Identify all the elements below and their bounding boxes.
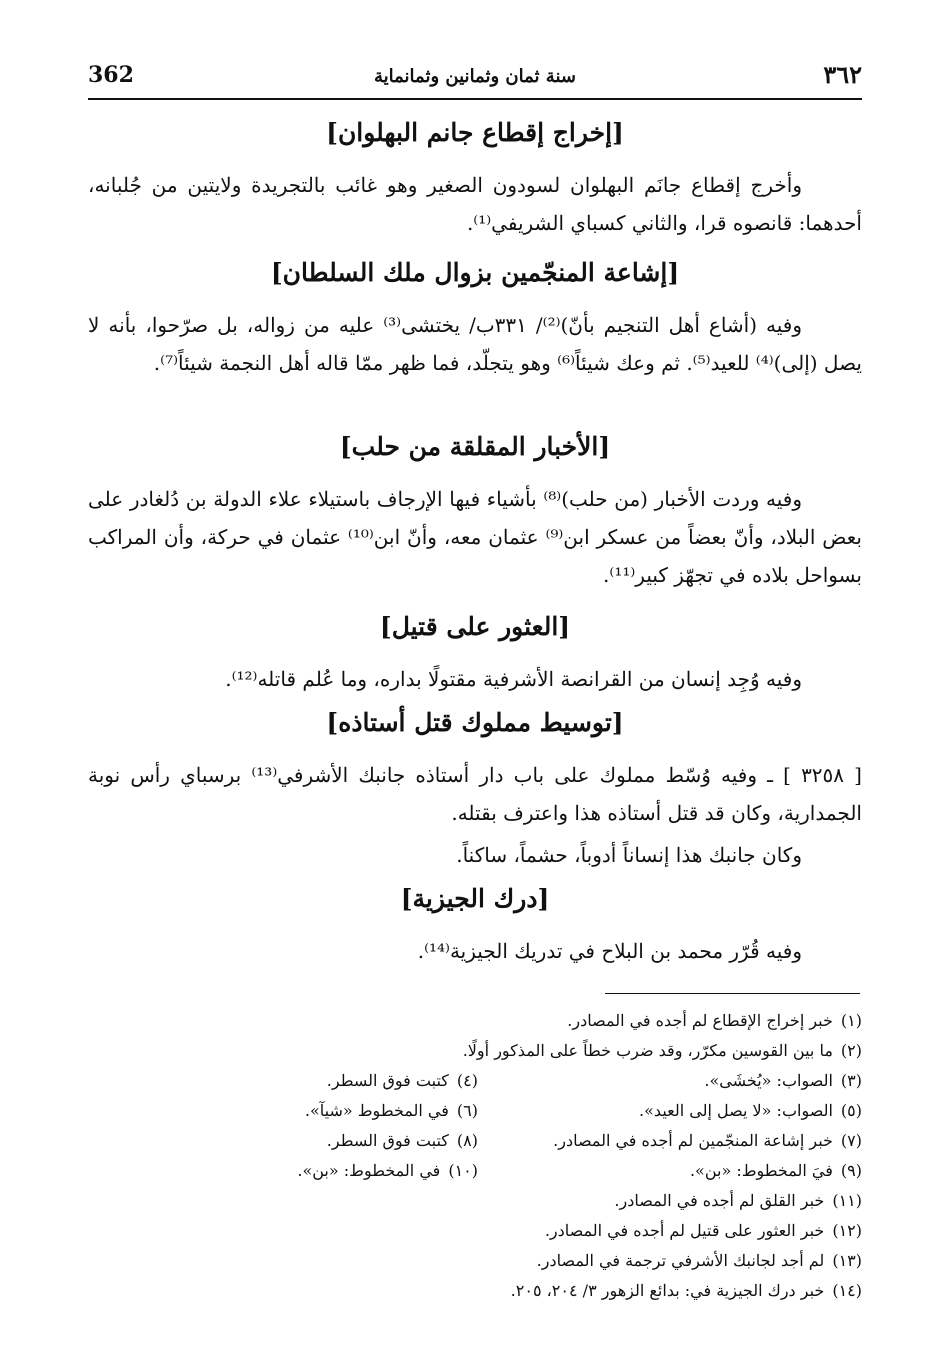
section-heading: [إخراج إقطاع جانم البهلوان]: [326, 118, 624, 147]
paragraph: وفيه وردت الأخبار (من حلب)⁽⁸⁾ بأشياء فيها الإرجاف باستيلاء علاء الدولة بن دُلغادر على بعض البلاد، وأنّ بعضاً من عسكر ابن⁽⁹⁾ عثمان معه، وأنّ ابن⁽¹⁰⁾ عثمان في حركة، وأن المراكب بسواحل بلاده في تجهّز كبير⁽¹¹⁾.: [88, 487, 862, 587]
section-heading: [درك الجيزية]: [400, 884, 550, 913]
paragraph: [ ٣٢٥٨ ] ـ وفيه وُسّط مملوك على باب دار أستاذه جانبك الأشرفي⁽¹³⁾ برسباي رأس نوبة الجمدارية، وكان قد قتل أستاذه هذا واعترف بقتله.: [88, 763, 862, 825]
footnote-number: (١٤): [832, 1281, 862, 1300]
footnote-number: (١٢): [832, 1221, 862, 1240]
section-heading: [الأخبار المقلقة من حلب]: [339, 432, 611, 461]
footnote-text: الصواب: «يُخشَى».: [704, 1071, 833, 1090]
paragraph: وفيه قُرّر محمد بن البلاح في تدريك الجيزية⁽¹⁴⁾.: [417, 939, 802, 963]
footnote: [704, 1070, 862, 1092]
footnote-text: خبر العثور على قتيل لم أجده في المصادر.: [544, 1221, 825, 1240]
paragraph: وفيه (أشاع أهل التنجيم بأنّ)⁽²⁾/ ٣٣١ب/ يختشى⁽³⁾ عليه من زواله، بل صرّحوا، بأنه لا يصل (إلى)⁽⁴⁾ للعيد⁽⁵⁾. ثم وعك شيئاً⁽⁶⁾ وهو يتجلّد، فما ظهر ممّا قاله أهل النجمة شيئاً⁽⁷⁾.: [88, 313, 862, 375]
footnote: [690, 1160, 862, 1182]
footnote: [297, 1160, 478, 1182]
paragraph: وفيه وُجِد إنسان من القرانصة الأشرفية مقتولًا بداره، وما عُلم قاتله⁽¹²⁾.: [225, 667, 802, 691]
footnote-text: في المخطوط «شيآ».: [304, 1101, 449, 1120]
footnote-text: ما بين القوسين مكرّر، وقد ضرب خطاً على المذكور أولًا.: [462, 1041, 833, 1060]
footnote: [327, 1130, 478, 1152]
footnote-text: لم أجد لجانبك الأشرفي ترجمة في المصادر.: [536, 1251, 825, 1270]
footnote-number: (٢): [840, 1041, 862, 1060]
footnote-number: (٩): [840, 1161, 862, 1180]
running-head: [88, 58, 862, 100]
footnote-text: كتبت فوق السطر.: [326, 1071, 449, 1090]
footnote-number: (٣): [840, 1071, 862, 1090]
footnote-text: خبر إخراج الإقطاع لم أجده في المصادر.: [567, 1011, 833, 1030]
footnote: [614, 1190, 862, 1212]
footnote-number: (٦): [456, 1101, 478, 1120]
footnote-text: في المخطوط: «بن».: [297, 1161, 441, 1180]
footnote: [553, 1130, 862, 1152]
footnote-number: (٥): [840, 1101, 862, 1120]
footnote-number: (١١): [832, 1191, 862, 1210]
section-heading: [توسيط مملوك قتل أستاذه]: [326, 708, 624, 737]
footnote-number: (١٣): [832, 1251, 862, 1270]
page-number-latin: 362: [88, 62, 134, 88]
section-heading: [إشاعة المنجّمين بزوال ملك السلطان]: [270, 258, 680, 287]
footnote: [567, 1010, 862, 1032]
footnote-text: الصواب: «لا يصل إلى العيد».: [639, 1101, 833, 1120]
footnote-text: فيَ المخطوط: «بن».: [689, 1161, 833, 1180]
footnote-number: (٤): [456, 1071, 478, 1090]
footnote-number: (١): [840, 1011, 862, 1030]
footnote: [511, 1280, 862, 1302]
footnote-text: خبر إشاعة المنجّمين لم أجده في المصادر.: [553, 1131, 833, 1150]
footnote-text: خبر القلق لم أجده في المصادر.: [614, 1191, 825, 1210]
running-title: سنة ثمان وثمانين وثمانماية: [374, 66, 576, 87]
footnote: [327, 1070, 478, 1092]
page-number-arabic: ٣٦٢: [823, 60, 862, 89]
footnote-separator: [605, 993, 860, 994]
paragraph: وأخرج إقطاع جانَم البهلوان لسودون الصغير وهو غائب بالتجريدة ولايتين من جُلبانه، أحدهما: قانصوه قرا، والثاني كسباي الشريفي⁽¹⁾.: [88, 173, 862, 235]
paragraph: وكان جانبك هذا إنساناً أدوباً، حشماً، ساكناً.: [456, 843, 802, 867]
footnote: [463, 1040, 862, 1062]
footnote: [537, 1250, 862, 1272]
footnote-text: كتبت فوق السطر.: [326, 1131, 449, 1150]
footnote: [545, 1220, 862, 1242]
footnote-text: خبر درك الجيزية في: بدائع الزهور ٣/ ٢٠٤، ٢٠٥.: [510, 1281, 825, 1300]
section-heading: [العثور على قتيل]: [379, 612, 571, 641]
footnote: [305, 1100, 478, 1122]
footnote: [639, 1100, 862, 1122]
footnote-number: (٧): [840, 1131, 862, 1150]
footnote-number: (٨): [456, 1131, 478, 1150]
footnote-number: (١٠): [448, 1161, 478, 1180]
